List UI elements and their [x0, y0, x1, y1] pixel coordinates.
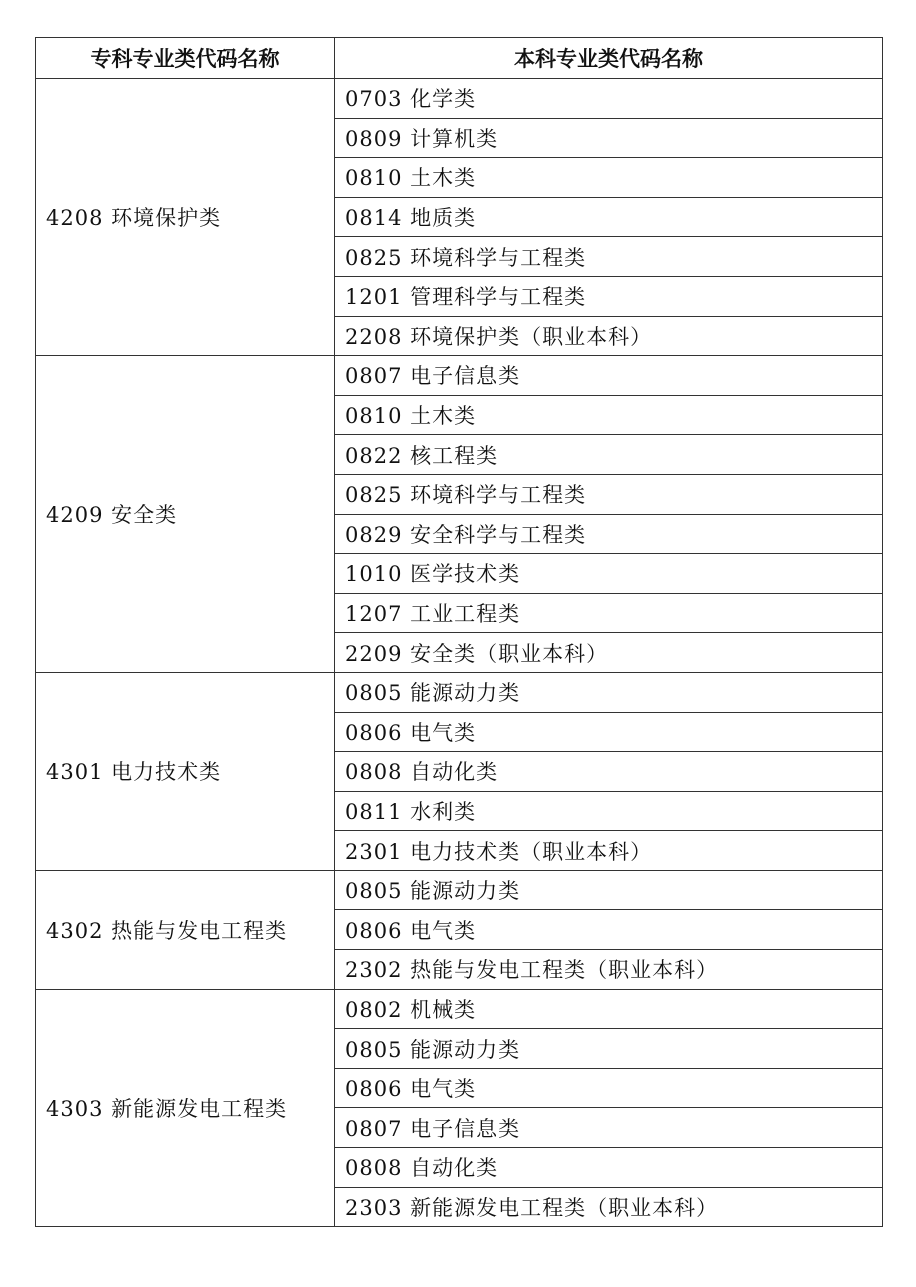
- zhuanke-cell-4302: 4302 热能与发电工程类: [36, 870, 335, 989]
- benke-cell: 0825 环境科学与工程类: [335, 237, 883, 277]
- table-row: [36, 672, 883, 712]
- benke-cell: 0805 能源动力类: [335, 870, 883, 910]
- benke-cell: 2209 安全类（职业本科）: [335, 633, 883, 673]
- major-correspondence-table: [35, 37, 883, 1227]
- benke-cell: 0810 土木类: [335, 158, 883, 198]
- benke-cell: 0822 核工程类: [335, 435, 883, 475]
- benke-cell: 0825 环境科学与工程类: [335, 474, 883, 514]
- benke-cell: 0807 电子信息类: [335, 1108, 883, 1148]
- benke-cell: 0814 地质类: [335, 197, 883, 237]
- benke-cell: 2208 环境保护类（职业本科）: [335, 316, 883, 356]
- benke-cell: 0703 化学类: [335, 79, 883, 119]
- benke-cell: 0805 能源动力类: [335, 1029, 883, 1069]
- benke-cell: 1010 医学技术类: [335, 554, 883, 594]
- benke-cell: 0806 电气类: [335, 712, 883, 752]
- benke-cell: 2302 热能与发电工程类（职业本科）: [335, 950, 883, 990]
- benke-cell: 0829 安全科学与工程类: [335, 514, 883, 554]
- benke-cell: 0809 计算机类: [335, 118, 883, 158]
- benke-cell: 2303 新能源发电工程类（职业本科）: [335, 1187, 883, 1227]
- benke-cell: 0802 机械类: [335, 989, 883, 1029]
- benke-cell: 0805 能源动力类: [335, 672, 883, 712]
- benke-cell: 0806 电气类: [335, 910, 883, 950]
- header-benke: 本科专业类代码名称: [335, 38, 883, 79]
- benke-cell: 2301 电力技术类（职业本科）: [335, 831, 883, 871]
- benke-cell: 0811 水利类: [335, 791, 883, 831]
- table-row: [36, 870, 883, 910]
- benke-cell: 0808 自动化类: [335, 1148, 883, 1188]
- benke-cell: 1207 工业工程类: [335, 593, 883, 633]
- zhuanke-cell-4303: 4303 新能源发电工程类: [36, 989, 335, 1227]
- benke-cell: 1201 管理科学与工程类: [335, 276, 883, 316]
- header-zhuanke: 专科专业类代码名称: [36, 38, 335, 79]
- zhuanke-cell-4209: 4209 安全类: [36, 356, 335, 673]
- table-row: [36, 356, 883, 396]
- benke-cell: 0808 自动化类: [335, 752, 883, 792]
- benke-cell: 0807 电子信息类: [335, 356, 883, 396]
- header-row: [36, 38, 883, 79]
- table-row: [36, 79, 883, 119]
- table-row: [36, 989, 883, 1029]
- zhuanke-cell-4208: 4208 环境保护类: [36, 79, 335, 356]
- zhuanke-cell-4301: 4301 电力技术类: [36, 672, 335, 870]
- benke-cell: 0810 土木类: [335, 395, 883, 435]
- benke-cell: 0806 电气类: [335, 1068, 883, 1108]
